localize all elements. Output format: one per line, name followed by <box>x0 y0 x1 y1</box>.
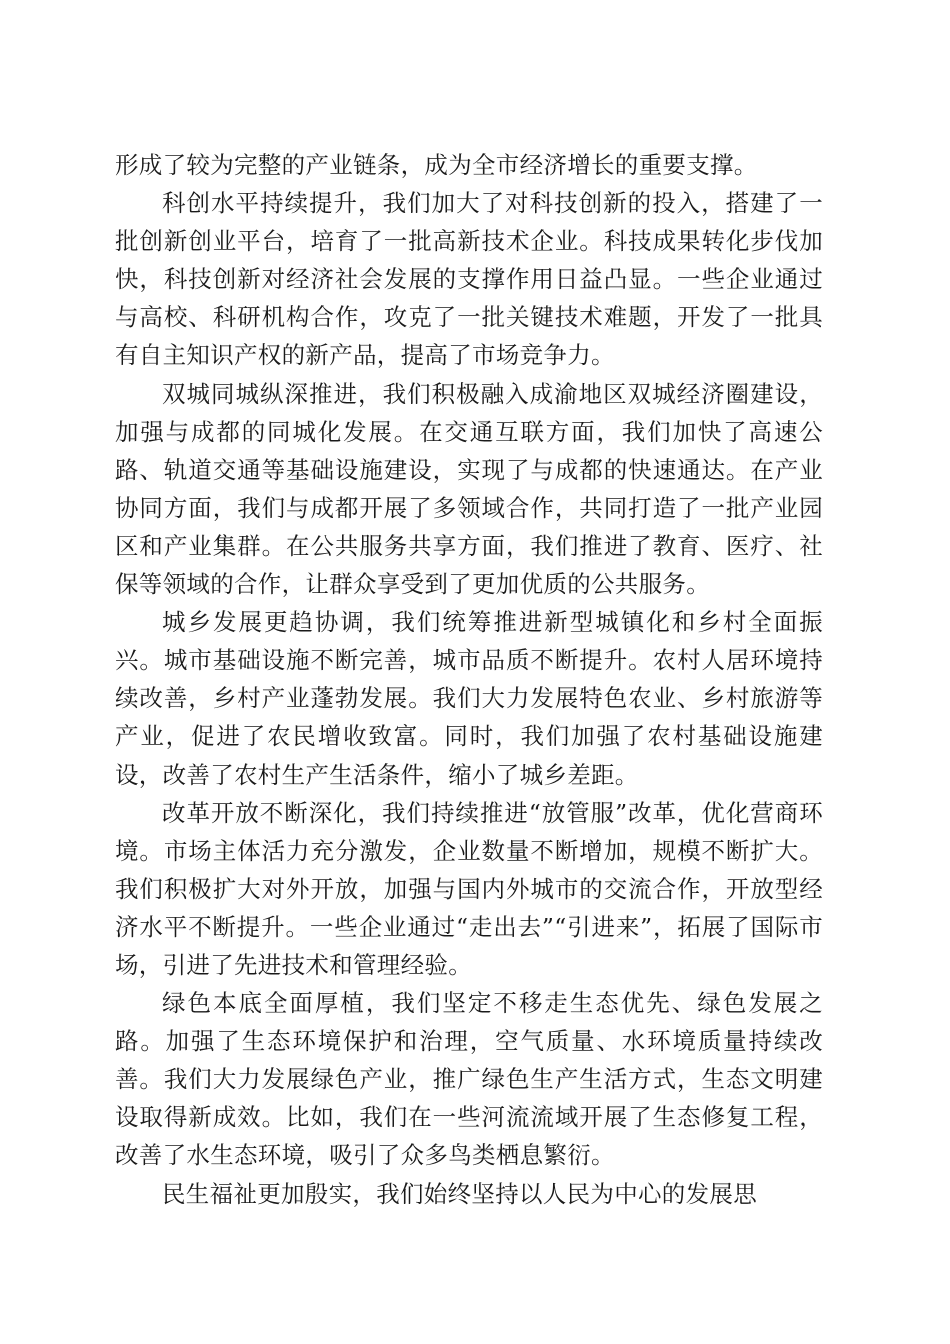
paragraph-livelihood: 民生福祉更加殷实，我们始终坚持以人民为中心的发展思 <box>162 1179 757 1208</box>
paragraph-urban-rural: 城乡发展更趋协调，我们统筹推进新型城镇化和乡村全面振兴。城市基础设施不断完善，城市品质不断提升。农村人居环境持续改善，乡村产业蓬勃发展。我们大力发展特色农业、乡村旅游等产业，促进了农民增收致富。同时，我们加强了农村基础设施建设，改善了农村生产生活条件，缩小了城乡差距。 <box>115 608 823 789</box>
paragraph-green-development: 绿色本底全面厚植，我们坚定不移走生态优先、绿色发展之路。加强了生态环境保护和治理，空气质量、水环境质量持续改善。我们大力发展绿色产业，推广绿色生产生活方式，生态文明建设取得新成效。比如，我们在一些河流流域开展了生态修复工程，改善了水生态环境，吸引了众多鸟类栖息繁衍。 <box>115 989 823 1170</box>
paragraph-dual-city: 双城同城纵深推进，我们积极融入成渝地区双城经济圈建设，加强与成都的同城化发展。在交通互联方面，我们加快了高速公路、轨道交通等基础设施建设，实现了与成都的快速通达。在产业协同方面，我们与成都开展了多领域合作，共同打造了一批产业园区和产业集群。在公共服务共享方面，我们推进了教育、医疗、社保等领域的合作，让群众享受到了更加优质的公共服务。 <box>115 379 823 599</box>
document-body <box>115 146 823 1213</box>
paragraph-tech-innovation: 科创水平持续提升，我们加大了对科技创新的投入，搭建了一批创新创业平台，培育了一批高新技术企业。科技成果转化步伐加快，科技创新对经济社会发展的支撑作用日益凸显。一些企业通过与高校、科研机构合作，攻克了一批关键技术难题，开发了一批具有自主知识产权的新产品，提高了市场竞争力。 <box>115 189 823 370</box>
paragraph-reform-opening: 改革开放不断深化，我们持续推进“放管服”改革，优化营商环境。市场主体活力充分激发，企业数量不断增加，规模不断扩大。我们积极扩大对外开放，加强与国内外城市的交流合作，开放型经济水平不断提升。一些企业通过“走出去”“引进来”，拓展了国际市场，引进了先进技术和管理经验。 <box>115 798 823 979</box>
paragraph-continuation: 形成了较为完整的产业链条，成为全市经济增长的重要支撑。 <box>115 151 758 179</box>
